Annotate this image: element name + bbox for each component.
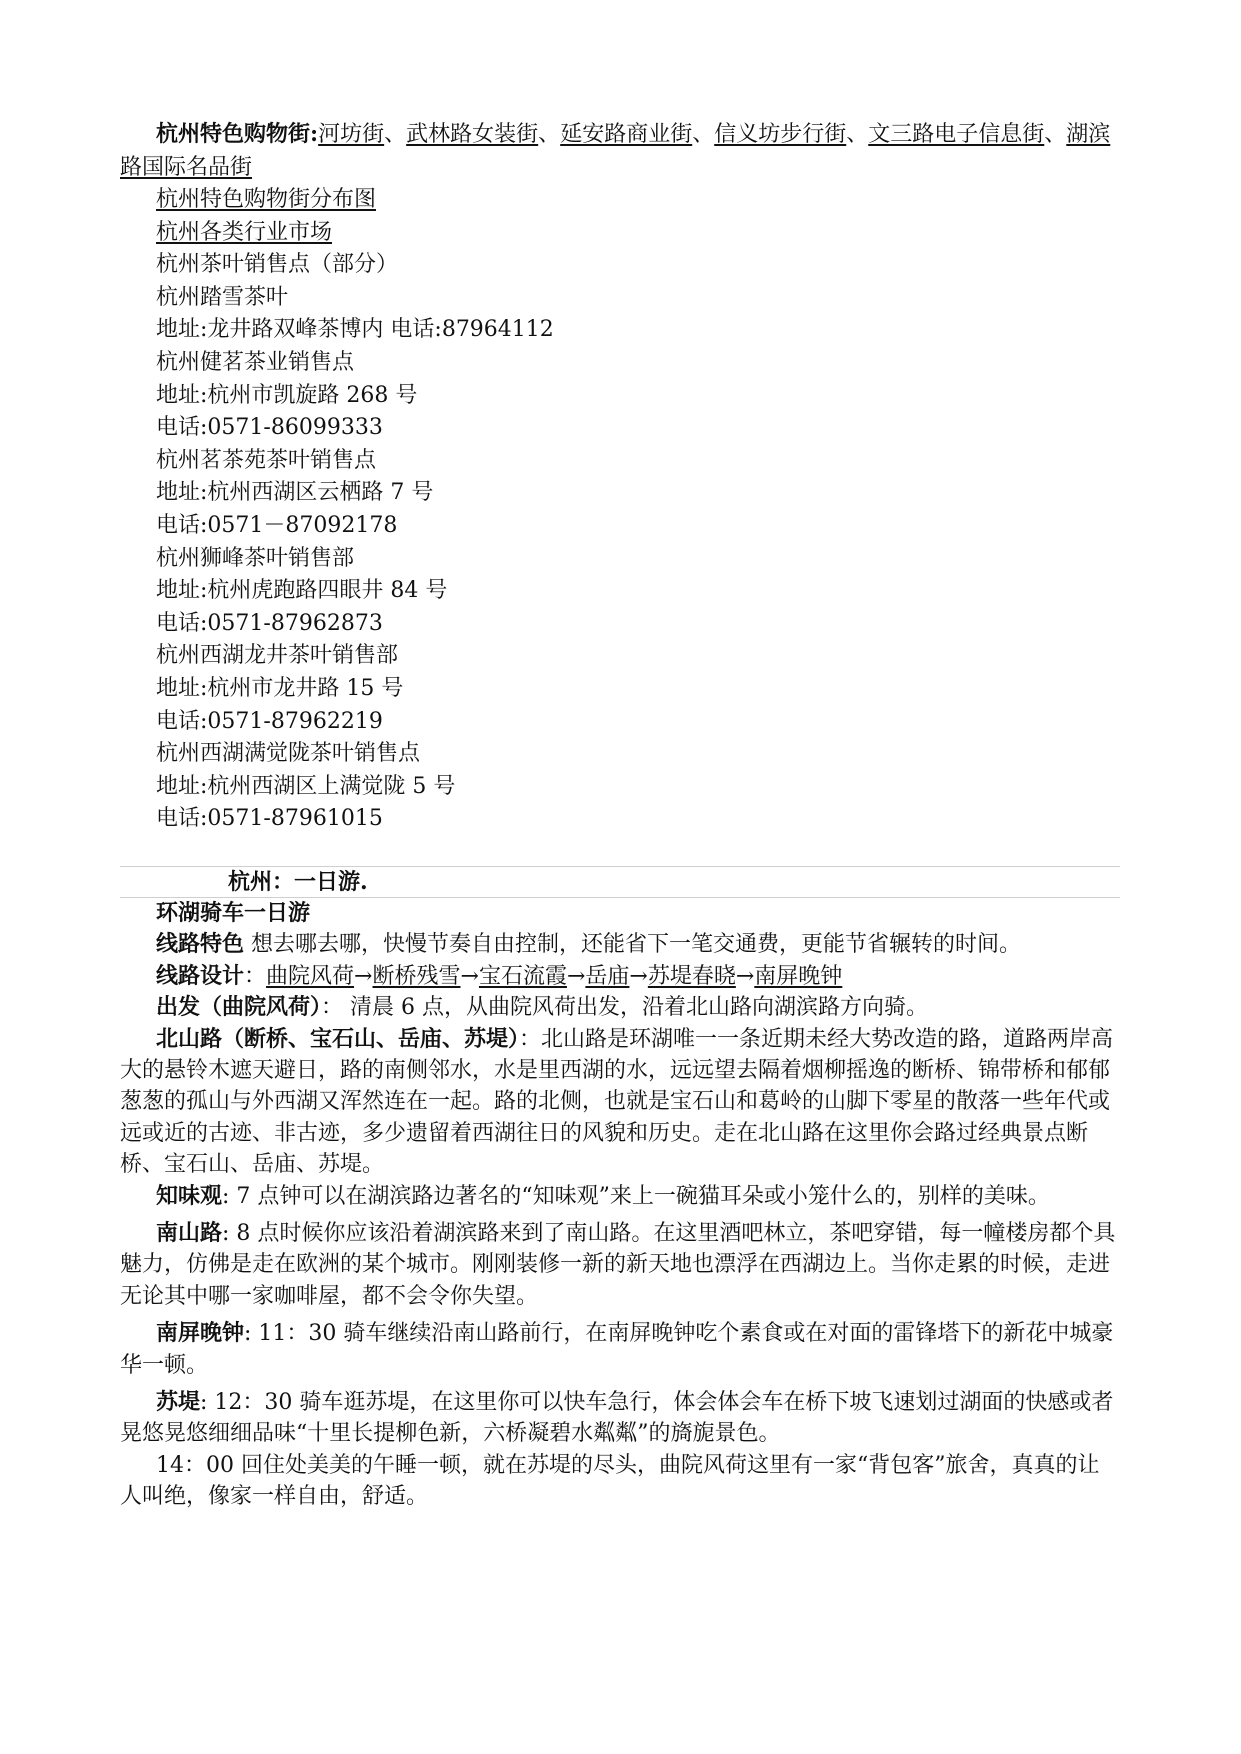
tea-line: 地址:杭州西湖区上满觉陇 5 号 bbox=[156, 773, 456, 799]
route-design: 线路设计：曲院风荷→断桥残雪→宝石流霞→岳庙→苏堤春晓→南屏晚钟 bbox=[156, 962, 843, 989]
tour-heading: 杭州：一日游. bbox=[228, 868, 368, 895]
route-stop-duanqiao[interactable]: 断桥残雪 bbox=[372, 963, 461, 989]
street-link-hubin[interactable]: 湖滨路国际名品街 bbox=[120, 122, 1111, 180]
route-feature: 线路特色 想去哪去哪，快慢节奏自由控制，还能省下一笔交通费，更能节省辗转的时间。 bbox=[156, 931, 1022, 958]
tea-title: 杭州茶叶销售点（部分） bbox=[156, 252, 399, 278]
tea-line: 地址:杭州市凯旋路 268 号 bbox=[156, 382, 418, 408]
sudi-paragraph: 苏堤: 12：30 骑车逛苏堤，在这里你可以快车急行，体会体会车在桥下坡飞速划过湖面的快感或者晃悠晃悠细细品味“十里长提柳色新，六桥凝碧水粼粼”的旖旎景色。 bbox=[120, 1388, 1114, 1447]
beishan-paragraph: 北山路（断桥、宝石山、岳庙、苏堤）：北山路是环湖唯一一条近期未经大势改造的路，道路两岸高大的悬铃木遮天避日，路的南侧邻水，水是里西湖的水，远远望去隔着烟柳摇逸的断桥、锦带桥和郁郁葱葱的孤山与外西湖又浑然连在一起。路的北侧，也就是宝石山和葛岭的山脚下零星的散落一些年代或远或近的古迹、非古迹，多少遗留着西湖往日的风貌和历史。走在北山路在这里你会路过经典景点断桥、宝石山、岳庙、苏堤。 bbox=[120, 1025, 1114, 1178]
tea-line: 电话:0571-87962873 bbox=[156, 610, 383, 636]
route-stop-nanping[interactable]: 南屏晚钟 bbox=[754, 963, 843, 989]
route-stop-baoshi[interactable]: 宝石流霞 bbox=[478, 963, 567, 989]
tea-line: 杭州狮峰茶叶销售部 bbox=[156, 545, 355, 571]
tea-line: 地址:杭州西湖区云栖路 7 号 bbox=[156, 480, 434, 506]
tea-line: 电话:0571-86099333 bbox=[156, 415, 383, 441]
tea-line: 杭州茗茶苑茶叶销售点 bbox=[156, 447, 377, 473]
route-stop-sudi[interactable]: 苏堤春晓 bbox=[647, 963, 736, 989]
nanshan-paragraph: 南山路: 8 点时候你应该沿着湖滨路来到了南山路。在这里酒吧林立，茶吧穿错，每一幢楼房都个具魅力，仿佛是走在欧洲的某个城市。刚刚装修一新的新天地也漂浮在西湖边上。当你走累的时候，走进无论其中哪一家咖啡屋，都不会令你失望。 bbox=[120, 1219, 1116, 1309]
street-link-hefang[interactable]: 河坊街 bbox=[318, 122, 385, 147]
route-stop-quyuan[interactable]: 曲院风荷 bbox=[266, 963, 355, 989]
afternoon-paragraph: 14：00 回住处美美的午睡一顿，就在苏堤的尽头，曲院风荷这里有一家“背包客”旅舍，真真的让人叫绝，像家一样自由，舒适。 bbox=[120, 1452, 1100, 1510]
tea-list bbox=[120, 184, 1120, 836]
tea-line: 地址:杭州市龙井路 15 号 bbox=[156, 675, 404, 701]
tea-line: 电话:0571－87092178 bbox=[156, 512, 398, 538]
tea-line: 杭州健茗茶业销售点 bbox=[156, 349, 355, 375]
tour-body bbox=[120, 898, 1120, 1513]
nanping-paragraph: 南屏晚钟: 11：30 骑车继续沿南山路前行，在南屏晚钟吃个素食或在对面的雷锋塔下的新花中城豪华一顿。 bbox=[120, 1320, 1114, 1378]
street-link-yanan[interactable]: 延安路商业街 bbox=[560, 122, 693, 147]
tour-subtitle: 环湖骑车一日游 bbox=[156, 899, 311, 926]
document-page bbox=[120, 118, 1120, 1513]
tour-section-header bbox=[120, 866, 1120, 898]
zhiwei-paragraph: 知味观: 7 点钟可以在湖滨路边著名的“知味观”来上一碗猫耳朵或小笼什么的，别样的美味。 bbox=[156, 1182, 1050, 1209]
tea-line: 电话:0571-87962219 bbox=[156, 708, 383, 734]
shopping-label: 杭州特色购物街: bbox=[156, 121, 319, 147]
shopping-map-link[interactable]: 杭州特色购物街分布图 bbox=[156, 187, 377, 212]
route-stop-yuemiao[interactable]: 岳庙 bbox=[585, 963, 630, 989]
tea-line: 杭州西湖满觉陇茶叶销售点 bbox=[156, 741, 421, 767]
tea-line: 地址:龙井路双峰茶博内 电话:87964112 bbox=[156, 317, 554, 343]
tea-line: 地址:杭州虎跑路四眼井 84 号 bbox=[156, 578, 448, 604]
shopping-streets-paragraph: 杭州特色购物街:河坊街、武林路女装街、延安路商业街、信义坊步行街、文三路电子信息街、湖滨路国际名品街 bbox=[120, 121, 1111, 180]
tea-line: 杭州西湖龙井茶叶销售部 bbox=[156, 643, 399, 669]
tea-line: 电话:0571-87961015 bbox=[156, 806, 383, 832]
street-link-wulin[interactable]: 武林路女装街 bbox=[406, 122, 539, 147]
tea-line: 杭州踏雪茶叶 bbox=[156, 284, 289, 310]
street-link-wensan[interactable]: 文三路电子信息街 bbox=[868, 122, 1045, 147]
market-link[interactable]: 杭州各类行业市场 bbox=[156, 219, 333, 245]
depart-paragraph: 出发（曲院风荷）： 清晨 6 点，从曲院风荷出发，沿着北山路向湖滨路方向骑。 bbox=[156, 994, 928, 1021]
street-link-xinyifang[interactable]: 信义坊步行街 bbox=[714, 122, 847, 147]
